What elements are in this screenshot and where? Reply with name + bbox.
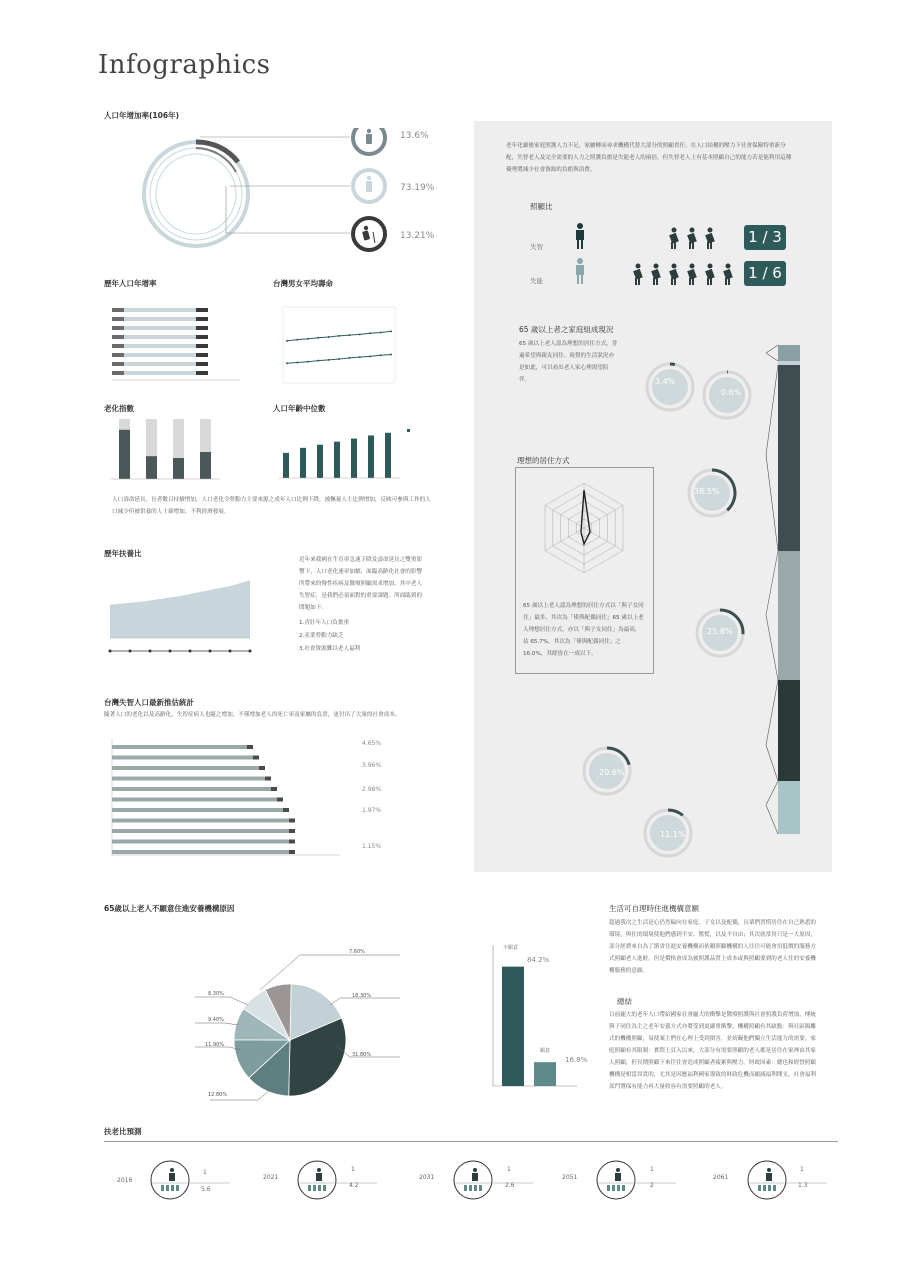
dependency-dot bbox=[229, 650, 232, 653]
life-point bbox=[390, 354, 392, 356]
dependency-dot bbox=[249, 650, 252, 653]
life-point bbox=[296, 339, 298, 341]
life-point bbox=[307, 338, 309, 340]
dementia-bar-end bbox=[259, 766, 265, 770]
dementia-bar bbox=[112, 798, 277, 802]
dementia-bar bbox=[112, 787, 271, 791]
pie-label-6: 18.30% bbox=[352, 993, 372, 999]
dementia-label: 失智 bbox=[530, 243, 543, 251]
forecast-worker bbox=[768, 1185, 771, 1191]
aging-bar bbox=[200, 452, 211, 479]
forecast-title: 扶老比預測 bbox=[104, 1127, 142, 1136]
elder-body bbox=[633, 269, 643, 280]
growth-title: 人口年增加率(106年) bbox=[104, 111, 180, 120]
growth-value-3: 13.21% bbox=[400, 231, 435, 241]
growth-bar-seg-a bbox=[112, 308, 124, 312]
forecast-worker bbox=[773, 1185, 776, 1191]
elder-leg bbox=[671, 242, 673, 249]
forecast-elder-body bbox=[169, 1173, 175, 1181]
self-care-high: 84.2% bbox=[527, 956, 550, 964]
elder-leg bbox=[710, 278, 712, 285]
donut-core bbox=[652, 369, 688, 405]
elder-head bbox=[672, 228, 677, 233]
growth-bar-seg-c bbox=[196, 344, 208, 348]
pie-label-4: 11.90% bbox=[205, 1042, 225, 1048]
aging-note: 人口壽命延長，長者數目持續增加，人口老化令勞動力主要來源之成年人口比例下降，被撫養人士比例增加，反映可參與工作的人口減少但被供養的人士卻增加，不利經濟發展。 bbox=[112, 497, 431, 515]
life-point bbox=[359, 356, 361, 358]
dementia-pct-3: 2.98% bbox=[362, 786, 382, 793]
elder-leg bbox=[671, 278, 673, 285]
aging-bar bbox=[173, 458, 184, 479]
dementia-pct-4: 1.97% bbox=[362, 807, 382, 814]
elder-leg bbox=[692, 278, 694, 285]
elder-head bbox=[690, 228, 695, 233]
forecast-bottom-5: 1.3 bbox=[798, 1182, 808, 1189]
growth-bar-seg-a bbox=[112, 335, 124, 339]
donut-3-value: 38.5% bbox=[694, 487, 720, 496]
dementia-title: 台灣失智人口最新推估統計 bbox=[104, 698, 194, 707]
forecast-top-5: 1 bbox=[800, 1166, 804, 1173]
pie-label-3: 9.40% bbox=[208, 1017, 224, 1023]
life-point bbox=[369, 355, 371, 357]
donut-6-value: 11.1% bbox=[660, 830, 686, 839]
self-care-bar-yes bbox=[534, 1062, 556, 1086]
growth-bar-seg-a bbox=[112, 362, 124, 366]
median-age-title: 人口年齡中位數 bbox=[273, 404, 326, 413]
forecast-elder bbox=[616, 1168, 620, 1172]
elder-body bbox=[687, 233, 697, 244]
forecast-worker bbox=[607, 1185, 610, 1191]
elder-leg bbox=[656, 278, 658, 285]
elder-head bbox=[708, 228, 713, 233]
radar-spoke bbox=[584, 506, 623, 529]
dementia-bar-end bbox=[283, 808, 289, 812]
growth-bar-seg-a bbox=[112, 317, 124, 321]
elder-body bbox=[669, 233, 679, 244]
summary-text: 目前龐大的老年人口帶給國家社會龐大的衝擊是醫療照護與社會照護負荷增加，傳統與子同住為主之老年安養方式亦將受到更嚴重衝擊，機構照顧有其缺點：與社區隔離式的機構照顧，易使案主們在心理上受到損害，並妨礙他們獨立生活能力的需要。家庭照顧有其限制：實際上頁入以來，大部分有需要照顧的老人都是居住在家裡由其家人照顧，但長期照顧下來往往會造成照顧者疲累與壓力。財政因素：總也和經營照顧機構是相當昂貴的，尤其是因應福利國家導致的財政危機而縮減福利開支，社會福利部門將保有能力再大量收容有需要照顧的老人。 bbox=[609, 1012, 816, 1090]
dependency-point-1: 1.青壯年人口負擔重 bbox=[299, 620, 350, 626]
dementia-pct-2: 3.96% bbox=[362, 762, 382, 769]
dementia-bar bbox=[112, 840, 289, 844]
forecast-elder-body bbox=[615, 1173, 621, 1181]
elder-leg bbox=[710, 242, 712, 249]
life-point bbox=[348, 334, 350, 336]
dementia-bar bbox=[112, 829, 289, 833]
forecast-worker bbox=[161, 1185, 164, 1191]
median-bar bbox=[385, 433, 391, 478]
elder-leg bbox=[707, 242, 709, 249]
forecast-worker bbox=[308, 1185, 311, 1191]
forecast-year-3: 2031 bbox=[419, 1174, 435, 1181]
elder-body bbox=[723, 269, 733, 280]
family-title: 65 歲以上者之家庭組成現況 bbox=[519, 325, 614, 334]
self-care-title: 生活可自理時住進機構意願 bbox=[609, 904, 699, 913]
care-ratio-title: 照顧比 bbox=[530, 202, 553, 211]
elder-body bbox=[651, 269, 661, 280]
dependency-dot bbox=[189, 650, 192, 653]
self-care-text: 超過我次之生活是心仍然偏向在家庭、子女以及配偶，長輩們習慣居住在自己熟悉的環境，與住的環境使他們感到不安、驚慌，以及不自由；其次就常用只是一大原因，部分經費來自為了節省住進安養機構而依賴照顧機構的人往往可能會用低價的服務方式照顧老人進駐，但是價格會成為被照護品質上成本或與照顧要到的老人住的安養機構服務的意願。 bbox=[609, 920, 816, 974]
forecast-worker bbox=[323, 1185, 326, 1191]
dementia-bar bbox=[112, 808, 283, 812]
elder-head bbox=[690, 264, 695, 269]
donut-5-value: 20.6% bbox=[599, 768, 625, 777]
elder-leg bbox=[674, 242, 676, 249]
elder-head bbox=[654, 264, 659, 269]
dementia-bar-end bbox=[289, 819, 295, 823]
growth-bar-seg-c bbox=[196, 362, 208, 366]
growth-bar-seg-c bbox=[196, 308, 208, 312]
annual-growth-chart bbox=[100, 302, 260, 392]
median-bar bbox=[368, 435, 374, 478]
growth-bar-seg-b bbox=[124, 317, 196, 321]
elder-head bbox=[726, 264, 731, 269]
forecast-worker bbox=[166, 1185, 169, 1191]
forecast-elder-body bbox=[472, 1173, 478, 1181]
ideal-title: 理想的居住方式 bbox=[517, 456, 570, 465]
forecast-bottom-4: 2 bbox=[650, 1182, 654, 1189]
aging-index-title: 老化指數 bbox=[104, 404, 134, 413]
life-point bbox=[369, 332, 371, 334]
self-care-no: 不願意 bbox=[503, 945, 519, 951]
forecast-top-4: 1 bbox=[650, 1166, 654, 1173]
growth-bar-seg-a bbox=[112, 344, 124, 348]
elder-head bbox=[708, 264, 713, 269]
median-bar bbox=[351, 439, 357, 478]
dementia-bar bbox=[112, 777, 265, 781]
aging-bar bbox=[119, 430, 130, 479]
growth-bar-seg-a bbox=[112, 371, 124, 375]
pie-label-7: 31.80% bbox=[352, 1052, 372, 1058]
dependency-chart bbox=[100, 568, 260, 660]
self-care-bar-no bbox=[502, 967, 524, 1086]
dependency-text: 近年來我國在生育率急速下降及壽命延長之雙重影響下，人口老化速率加劇，面臨高齡化社會的影響所帶來的慢性疾病及醫療照顧需求增加，其中老人失智症，是我們必須面對的重要課題。所面臨到的問題如下： bbox=[299, 557, 423, 611]
dependency-point-3: 3.社會資源難以老人福利 bbox=[299, 646, 361, 652]
elder-leg bbox=[674, 278, 676, 285]
dependency-dot bbox=[169, 650, 172, 653]
reasons-title: 65歲以上老人不願意住進安養機構原因 bbox=[104, 904, 235, 913]
dementia-bar bbox=[112, 756, 253, 760]
ideal-radar bbox=[520, 472, 648, 582]
elder-leg bbox=[725, 278, 727, 285]
annual-growth-title: 歷年人口年增率 bbox=[104, 279, 157, 288]
dependency-dot bbox=[209, 650, 212, 653]
elder-head bbox=[672, 264, 677, 269]
donut-4-value: 25.8% bbox=[707, 627, 733, 636]
disabled-label: 失能 bbox=[530, 277, 543, 285]
median-age-chart bbox=[275, 415, 455, 490]
dementia-bar-end bbox=[289, 829, 295, 833]
dementia-pct-5: 1.15% bbox=[362, 843, 382, 850]
elder-leg bbox=[692, 242, 694, 249]
self-care-chart bbox=[487, 945, 597, 1090]
dependency-point-2: 2.產業勞動力缺乏 bbox=[299, 633, 344, 639]
ratio-dementia: 1 / 3 bbox=[744, 225, 786, 250]
forecast-worker bbox=[318, 1185, 321, 1191]
dementia-bar bbox=[112, 850, 289, 854]
forecast-elder-body bbox=[316, 1173, 322, 1181]
aging-bar bbox=[146, 456, 157, 479]
forecast-worker bbox=[763, 1185, 766, 1191]
growth-bar-seg-b bbox=[124, 308, 196, 312]
median-bar bbox=[334, 442, 340, 478]
growth-bar-seg-b bbox=[124, 362, 196, 366]
elder-leg bbox=[728, 278, 730, 285]
forecast-worker bbox=[464, 1185, 467, 1191]
forecast-year-4: 2051 bbox=[562, 1174, 578, 1181]
dementia-bar-end bbox=[265, 777, 271, 781]
summary-title: 總結 bbox=[617, 997, 632, 1006]
forecast-year-5: 2061 bbox=[713, 1174, 729, 1181]
life-point bbox=[286, 340, 288, 342]
life-point bbox=[317, 360, 319, 362]
elder-leg bbox=[638, 278, 640, 285]
forecast-elder bbox=[317, 1168, 321, 1172]
forecast-elder bbox=[170, 1168, 174, 1172]
growth-bar-seg-a bbox=[112, 353, 124, 357]
dementia-bar bbox=[112, 819, 289, 823]
dementia-subtitle: 隨著人口的老化以及高齡化，失智症病人也隨之增加，不僅增加老人的死亡率及家屬的負責，更付出了大量的社會成本。 bbox=[104, 712, 401, 718]
life-point bbox=[359, 333, 361, 335]
forecast-year-1: 2016 bbox=[117, 1177, 133, 1184]
growth-bar-seg-b bbox=[124, 326, 196, 330]
elder-leg bbox=[689, 278, 691, 285]
elder-leg bbox=[653, 278, 655, 285]
elder-leg bbox=[707, 278, 709, 285]
life-point bbox=[328, 336, 330, 338]
pie-label-5: 12.80% bbox=[208, 1092, 228, 1098]
median-bar bbox=[317, 445, 323, 478]
forecast-worker bbox=[622, 1185, 625, 1191]
life-point bbox=[348, 357, 350, 359]
pie-label-1: 7.60% bbox=[349, 949, 365, 955]
forecast-worker bbox=[469, 1185, 472, 1191]
growth-bar-seg-c bbox=[196, 353, 208, 357]
growth-value-2: 73.19% bbox=[400, 183, 435, 193]
forecast-worker bbox=[474, 1185, 477, 1191]
pie-label-2: 8.30% bbox=[208, 991, 224, 997]
dementia-pct-1: 4.65% bbox=[362, 740, 382, 747]
dementia-bar-end bbox=[247, 745, 253, 749]
forecast-elder bbox=[473, 1168, 477, 1172]
forecast-worker bbox=[176, 1185, 179, 1191]
growth-bar-seg-c bbox=[196, 335, 208, 339]
growth-bar-seg-c bbox=[196, 326, 208, 330]
radar-spoke bbox=[545, 528, 584, 551]
life-exp-chart bbox=[275, 305, 405, 390]
forecast-worker bbox=[171, 1185, 174, 1191]
donut-arc bbox=[668, 810, 683, 815]
dementia-bar bbox=[112, 745, 247, 749]
median-bar bbox=[283, 453, 289, 478]
forecast-worker bbox=[479, 1185, 482, 1191]
growth-bar-seg-c bbox=[196, 317, 208, 321]
life-point bbox=[380, 331, 382, 333]
elder-head bbox=[636, 264, 641, 269]
dependency-dot bbox=[109, 650, 112, 653]
donut-2-value: 0.6% bbox=[721, 388, 742, 397]
dementia-chart bbox=[100, 735, 400, 865]
elder-body bbox=[687, 269, 697, 280]
life-point bbox=[317, 337, 319, 339]
forecast-bottom-1: 5.6 bbox=[201, 1186, 211, 1193]
forecast-elder-body bbox=[766, 1173, 772, 1181]
forecast-worker bbox=[758, 1185, 761, 1191]
growth-bar-seg-a bbox=[112, 326, 124, 330]
aging-index-chart bbox=[105, 415, 225, 490]
forecast-top-2: 1 bbox=[351, 1166, 355, 1173]
radar-spoke bbox=[545, 506, 584, 529]
life-point bbox=[286, 362, 288, 364]
median-bar bbox=[300, 448, 306, 478]
reasons-pie bbox=[140, 945, 470, 1115]
forecast-divider bbox=[104, 1141, 838, 1142]
forecast-bottom-3: 2.6 bbox=[505, 1182, 515, 1189]
dementia-bar-end bbox=[253, 756, 259, 760]
elder-body bbox=[705, 233, 715, 244]
donut-1-value: 3.4% bbox=[655, 377, 676, 386]
dementia-bar bbox=[112, 766, 259, 770]
forecast-elder bbox=[767, 1168, 771, 1172]
forecast-worker bbox=[617, 1185, 620, 1191]
self-care-yes: 願意 bbox=[540, 1048, 551, 1054]
growth-value-1: 13.6% bbox=[400, 131, 429, 141]
life-exp-title: 台灣男女平均壽命 bbox=[273, 279, 333, 288]
life-point bbox=[380, 354, 382, 356]
life-point bbox=[328, 359, 330, 361]
growth-bar-seg-b bbox=[124, 335, 196, 339]
dementia-bar-end bbox=[271, 787, 277, 791]
growth-bar-seg-b bbox=[124, 353, 196, 357]
elder-leg bbox=[635, 278, 637, 285]
self-care-low: 16.8% bbox=[565, 1056, 588, 1064]
ideal-text: 65 歲以上老人認為理想的居住方式以「與子女同住」最多，其次為「僅與配偶同住」65 歲以上老人理想居住方式，亦以「與子女同住」為最高，佔 65.7%，其次為「僅與配偶同住」之 16.0%，其餘皆在一成以下。 bbox=[523, 603, 644, 657]
life-point bbox=[338, 335, 340, 337]
forecast-top-3: 1 bbox=[507, 1166, 511, 1173]
growth-bar-seg-b bbox=[124, 344, 196, 348]
panel-intro: 老年化嚴後家庭照護人力不足，家屬轉而尋求機構代替大部分的照顧責任。在人口結構的壓力下社會保險特重新分配，失智老人及完全需要的人力之照護負擔是失能老人的兩倍，但失智老人上有基本照顧自己的能力若是能利用這種優勢將減少社會資源的負擔與浪費。 bbox=[506, 143, 792, 173]
growth-bar-seg-c bbox=[196, 371, 208, 375]
dependency-title: 歷年扶養比 bbox=[104, 549, 142, 558]
elder-body bbox=[705, 269, 715, 280]
life-point bbox=[296, 361, 298, 363]
care-ratio-figures bbox=[570, 218, 740, 298]
dependency-dot bbox=[129, 650, 132, 653]
forecast-worker bbox=[612, 1185, 615, 1191]
dementia-bar-end bbox=[289, 850, 295, 854]
elder-leg bbox=[689, 242, 691, 249]
donut-arc bbox=[670, 364, 675, 365]
family-text: 65 歲以上老人認為理想的居住方式，普遍希望與親友同住。視覺的生活狀況亦是如此，可以看出老人家心理渴望陪伴。 bbox=[519, 341, 618, 383]
dependency-dot bbox=[149, 650, 152, 653]
dementia-bar-end bbox=[277, 798, 283, 802]
forecast-year-2: 2021 bbox=[263, 1174, 279, 1181]
elder-body bbox=[669, 269, 679, 280]
growth-bar-seg-b bbox=[124, 371, 196, 375]
forecast-worker bbox=[313, 1185, 316, 1191]
forecast-top-1: 1 bbox=[203, 1169, 207, 1176]
life-point bbox=[307, 361, 309, 363]
life-point bbox=[390, 330, 392, 332]
life-point bbox=[338, 358, 340, 360]
ratio-disabled: 1 / 6 bbox=[744, 261, 786, 286]
dementia-bar-end bbox=[289, 840, 295, 844]
page-title: Infographics bbox=[98, 50, 271, 80]
forecast-bottom-2: 4.2 bbox=[349, 1182, 359, 1189]
